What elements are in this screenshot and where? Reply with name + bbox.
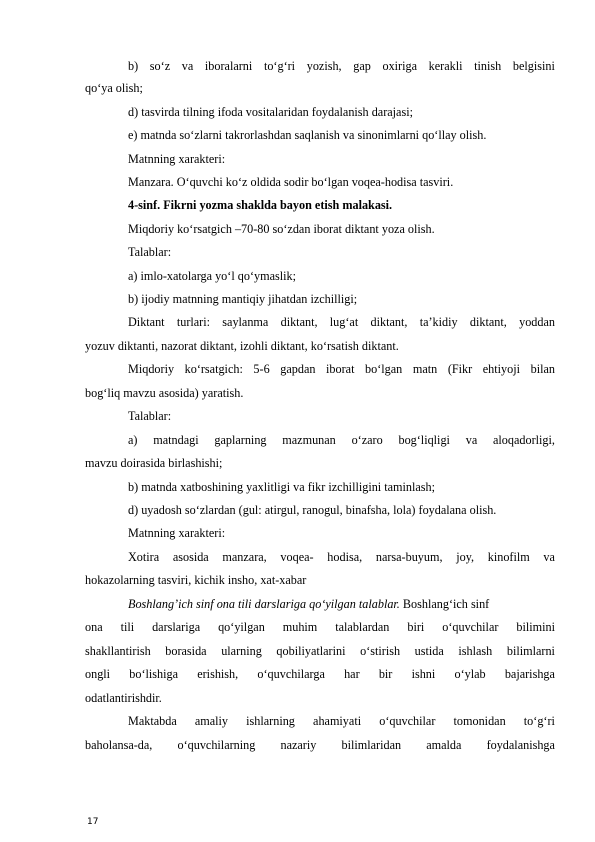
word: joy, (456, 550, 475, 564)
word: mazmunan (282, 433, 336, 447)
text-line: mavzu doirasida birlashishi; (85, 456, 223, 470)
text-line (128, 432, 555, 448)
page-number: 17 (87, 817, 99, 827)
word: b) (128, 59, 139, 73)
text-line: Matnning xarakteri: (128, 152, 226, 166)
word: qo‘yilgan (218, 620, 265, 634)
word: o‘zaro (351, 433, 383, 447)
text-line: yozuv diktanti, nazorat diktant, izohli diktant, ko‘rsatish diktant. (85, 339, 399, 353)
text-line: Manzara. O‘quvchi ko‘z oldida sodir bo‘lgan voqea-hodisa tasviri. (128, 175, 454, 189)
word: yoddan (519, 315, 555, 329)
word: bilimini (516, 620, 555, 634)
text-line: d) uyadosh so‘zlardan (gul: atirgul, ranogul, binafsha, lola) foydalana olish. (128, 503, 497, 517)
word: diktant, (469, 315, 507, 329)
word: borasida (165, 644, 207, 658)
text-line: e) matnda so‘zlarni takrorlashdan saqlanish va sinonimlarni qo‘llay olish. (128, 128, 487, 142)
word: ustida (414, 644, 444, 658)
word: asosida (172, 550, 209, 564)
word: o‘quvchilar (442, 620, 499, 634)
word: o‘quvchilar (379, 714, 436, 728)
text-line: Talablar: (128, 409, 172, 423)
word: amaliy (194, 714, 229, 728)
word: ularning (221, 644, 262, 658)
italic-heading: Boshlang’ich sinf ona tili darslariga qo‘yilgan talablar. (128, 597, 400, 611)
text-line (128, 314, 555, 330)
word: Diktant (128, 315, 165, 329)
word: ongli (85, 667, 111, 681)
word: hodisa, (327, 550, 363, 564)
text-line: bog‘liq mavzu asosida) yaratish. (85, 386, 244, 400)
text-line: d) tasvirda tilning ifoda vositalaridan foydalanish darajasi; (128, 105, 413, 119)
word: va (543, 550, 555, 564)
word: saylanma (222, 315, 269, 329)
word: talablardan (335, 620, 390, 634)
word: kinofilm (487, 550, 530, 564)
word: o‘quvchilarga (257, 667, 325, 681)
word: ishlarning (246, 714, 295, 728)
word: diktant, (370, 315, 408, 329)
word: lug‘at (329, 315, 359, 329)
text-line (128, 713, 555, 729)
word: iboralarni (204, 59, 253, 73)
word: manzara, (222, 550, 267, 564)
word: bo‘lishiga (129, 667, 179, 681)
word: bilimlaridan (341, 738, 402, 752)
word: shakllantirish (85, 644, 151, 658)
text-run: Boshlang‘ich sinf (399, 597, 490, 611)
word: tinish (474, 59, 502, 73)
word: Maktabda (128, 714, 177, 728)
text-line: a) imlo-xatolarga yo‘l qo‘ymaslik; (128, 269, 296, 283)
word: amalda (426, 738, 462, 752)
word: biri (407, 620, 425, 634)
word: foydalanishga (486, 738, 555, 752)
word: o‘stirish (360, 644, 401, 658)
text-line: b) ijodiy matnning mantiqiy jihatdan izchilligi; (128, 292, 358, 306)
word: bir (378, 667, 393, 681)
text-line: Matnning xarakteri: (128, 526, 226, 540)
word: ona (85, 620, 103, 634)
word: Xotira (128, 550, 160, 564)
text-line (85, 737, 555, 753)
text-line: 4-sinf. Fikrni yozma shaklda bayon etish malakasi. (128, 198, 393, 212)
text-line (128, 549, 555, 565)
text-line (85, 643, 555, 659)
word: ehtiyoji (482, 362, 521, 376)
word: baholansa-da, (85, 738, 153, 752)
word: darslariga (152, 620, 201, 634)
word: Miqdoriy (128, 362, 175, 376)
word: to‘g‘ri (263, 59, 296, 73)
word: bog‘liqligi (398, 433, 450, 447)
word: bajarishga (504, 667, 555, 681)
word: kerakli (428, 59, 463, 73)
word: bilan (530, 362, 555, 376)
word: so‘z (149, 59, 171, 73)
word: a) (128, 433, 138, 447)
word: ishlash (458, 644, 493, 658)
text-line: b) matnda xatboshining yaxlitligi va fikr izchilligini taminlash; (128, 480, 436, 494)
word: turlari: (176, 315, 211, 329)
text-line: Miqdoriy ko‘rsatgich –70-80 so‘zdan iborat diktant yoza olish. (128, 222, 435, 236)
word: voqea- (280, 550, 314, 564)
text-line (128, 58, 555, 74)
text-line: Talablar: (128, 245, 172, 259)
text-line (85, 666, 555, 682)
word: ahamiyati (313, 714, 362, 728)
text-line: hokazolarning tasviri, kichik insho, xat-xabar (85, 573, 307, 587)
word: bilimlarni (506, 644, 555, 658)
word: tomonidan (453, 714, 506, 728)
word: diktant, (280, 315, 318, 329)
word: har (344, 667, 360, 681)
word: aloqadorligi, (493, 433, 555, 447)
text-line (85, 619, 555, 635)
word: (Fikr (447, 362, 473, 376)
word: va (465, 433, 478, 447)
word: nazariy (280, 738, 317, 752)
word: matn (412, 362, 438, 376)
word: iborat (326, 362, 355, 376)
text-line (128, 596, 489, 612)
word: matndagi (153, 433, 199, 447)
text-line (128, 361, 555, 377)
word: tili (120, 620, 135, 634)
word: bo‘lgan (365, 362, 403, 376)
word: belgisini (512, 59, 555, 73)
word: ishni (411, 667, 436, 681)
word: oxiriga (382, 59, 418, 73)
text-line: qo‘ya olish; (85, 81, 143, 95)
word: o‘ylab (454, 667, 486, 681)
word: gapdan (280, 362, 316, 376)
word: to‘g‘ri (523, 714, 555, 728)
word: yozish, (306, 59, 342, 73)
word: erishish, (197, 667, 239, 681)
text-line: odatlantirishdir. (85, 691, 162, 705)
word: 5-6 (253, 362, 270, 376)
word: gaplarning (214, 433, 267, 447)
word: muhim (282, 620, 318, 634)
word: qobiliyatlarini (276, 644, 346, 658)
word: ko‘rsatgich: (184, 362, 243, 376)
word: gap (353, 59, 371, 73)
word: va (181, 59, 194, 73)
word: ta’kidiy (419, 315, 458, 329)
word: o‘quvchilarning (177, 738, 256, 752)
word: narsa-buyum, (375, 550, 443, 564)
